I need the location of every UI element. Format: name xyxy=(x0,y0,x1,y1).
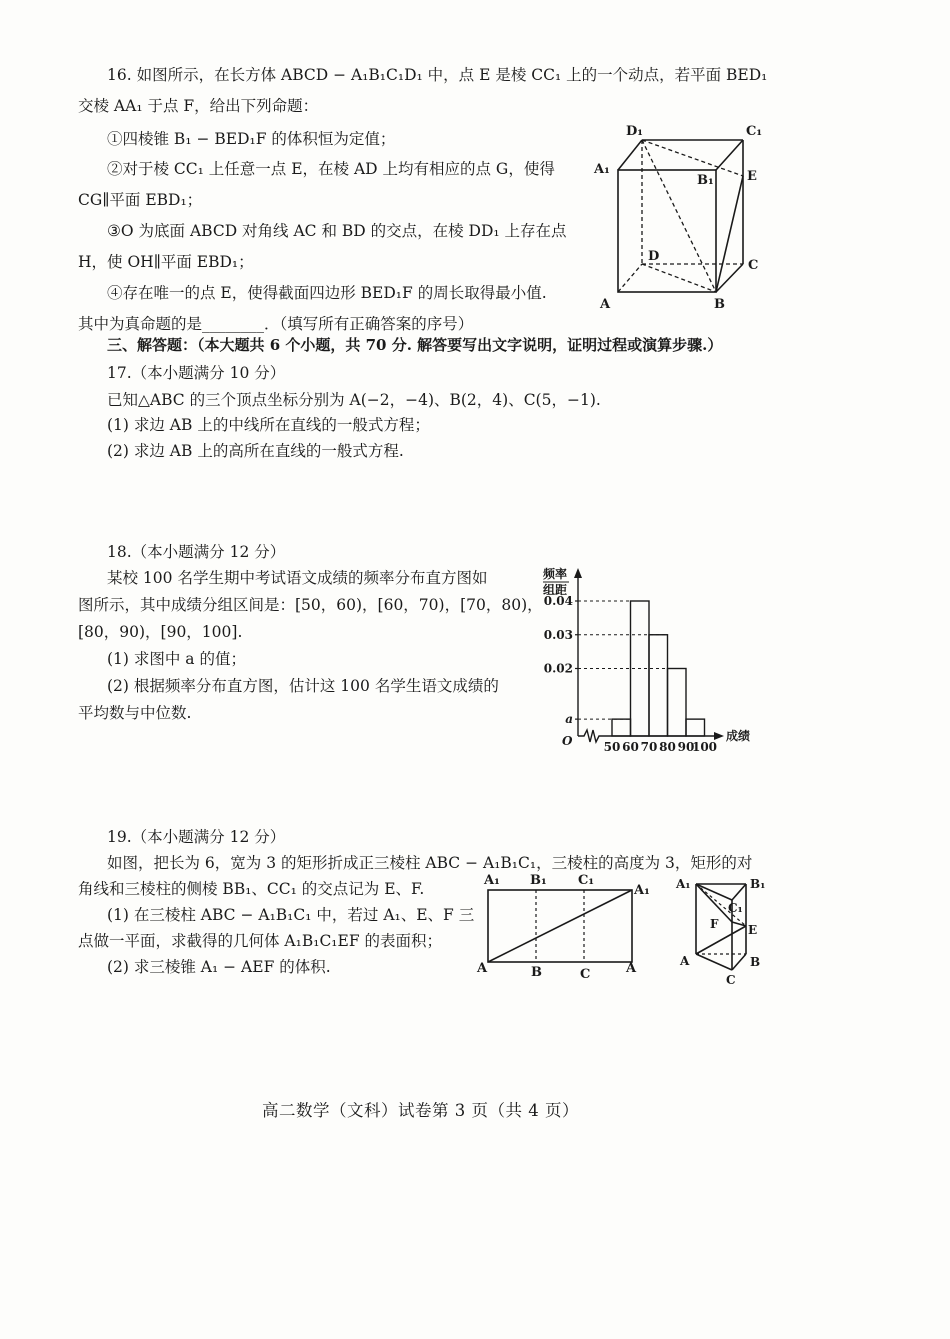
rect-label-A1-left: A₁ xyxy=(484,873,500,888)
q18-stem-3: [80，90)，[90，100]. xyxy=(78,623,243,641)
label-E: E xyxy=(747,169,757,184)
prism-label-A: A xyxy=(680,954,690,968)
q17-part-2: (2) 求边 AB 上的高所在直线的一般式方程. xyxy=(107,442,404,460)
histogram-bar xyxy=(668,669,687,737)
x-axis-arrow xyxy=(714,732,724,740)
q16-line-2: 交棱 AA₁ 于点 F，给出下列命题： xyxy=(78,97,319,115)
histogram-bar xyxy=(612,719,631,736)
q17-header: 17.（本小题满分 10 分） xyxy=(107,364,286,382)
q16-statement-3: ③O 为底面 ABCD 对角线 AC 和 BD 的交点，在棱 DD₁ 上存在点 xyxy=(107,222,567,240)
x-tick-label: 90 xyxy=(677,740,695,754)
y-label-bottom: 组距 xyxy=(543,583,568,597)
q16-line-7: H，使 OH∥平面 EBD₁； xyxy=(78,253,254,271)
origin-label: O xyxy=(562,734,573,748)
rect-label-C: C xyxy=(580,967,591,982)
rect-label-A-left: A xyxy=(477,961,488,976)
rect-label-B1: B₁ xyxy=(530,873,547,888)
section-3-heading: 三、解答题：（本大题共 6 个小题，共 70 分. 解答要写出文字说明，证明过程或演算步骤.） xyxy=(107,336,723,354)
rectangle-figure xyxy=(474,870,659,982)
prism-label-E: E xyxy=(748,923,758,937)
q19-stem-2: 角线和三棱柱的侧棱 BB₁、CC₁ 的交点记为 E、F. xyxy=(78,880,425,898)
cuboid-figure xyxy=(590,118,780,318)
x-axis-label: 成绩 xyxy=(726,729,751,743)
q19-header: 19.（本小题满分 12 分） xyxy=(107,828,286,846)
x-tick-label: 60 xyxy=(622,740,639,754)
q19-part-1: (1) 在三棱柱 ABC − A₁B₁C₁ 中，若过 A₁、E、F 三 xyxy=(107,906,475,924)
q16-line-1: 16. 如图所示，在长方体 ABCD − A₁B₁C₁D₁ 中，点 E 是棱 CC₁ 上的一个动点，若平面 BED₁ xyxy=(107,66,768,84)
q19-stem-1: 如图，把长为 6，宽为 3 的矩形折成正三棱柱 ABC − A₁B₁C₁，三棱柱的高度为 3，矩形的对 xyxy=(107,854,753,872)
q18-stem-1: 某校 100 名学生期中考试语文成绩的频率分布直方图如 xyxy=(107,569,488,587)
prism-label-B: B xyxy=(750,955,761,969)
y-axis-arrow xyxy=(574,568,582,578)
x-tick-label: 80 xyxy=(659,740,676,754)
q18-stem-2: 图所示，其中成绩分组区间是：[50，60)，[60，70)，[70，80)， xyxy=(78,596,543,614)
label-A1: A₁ xyxy=(594,162,610,177)
label-D: D xyxy=(648,249,660,264)
q16-statement-4: ④存在唯一的点 E，使得截面四边形 BED₁F 的周长取得最小值. xyxy=(107,284,547,302)
y-tick-label: 0.04 xyxy=(543,594,573,608)
rect-label-B: B xyxy=(531,965,542,980)
cuboid-edge-BE xyxy=(716,176,743,292)
q17-part-1: (1) 求边 AB 上的中线所在直线的一般式方程； xyxy=(107,416,430,434)
x-tick-label: 50 xyxy=(603,740,621,754)
label-A: A xyxy=(600,297,611,312)
q19-part-2: (2) 求三棱锥 A₁ − AEF 的体积. xyxy=(107,958,331,976)
label-C1: C₁ xyxy=(746,124,763,139)
prism-label-C: C xyxy=(726,973,736,987)
rect-label-C1: C₁ xyxy=(578,873,595,888)
q19-part-1-cont: 点做一平面，求截得的几何体 A₁B₁C₁EF 的表面积； xyxy=(78,932,443,950)
q16-statement-2: ②对于棱 CC₁ 上任意一点 E，在棱 AD 上均有相应的点 G，使得 xyxy=(107,160,555,178)
histogram-bar xyxy=(686,719,705,736)
frequency-histogram xyxy=(538,562,768,757)
rectangle-diagonal xyxy=(488,890,632,962)
prism-figure xyxy=(670,870,775,990)
y-label-top: 频率 xyxy=(543,567,568,581)
cuboid-front-face xyxy=(618,170,716,292)
y-tick-label: 0.02 xyxy=(543,661,573,676)
prism-label-B1: B₁ xyxy=(750,877,766,891)
histogram-bar xyxy=(649,635,668,736)
q18-part-2-cont: 平均数与中位数. xyxy=(78,704,192,722)
label-D1: D₁ xyxy=(626,124,643,139)
y-tick-label: 0.03 xyxy=(543,627,573,642)
label-C: C xyxy=(748,258,759,273)
prism-label-F: F xyxy=(710,917,719,931)
rect-label-A1-right: A₁ xyxy=(634,883,650,898)
x-tick-label: 70 xyxy=(640,740,658,754)
page-footer: 高二数学（文科）试卷第 3 页（共 4 页） xyxy=(262,1101,579,1120)
q16-line-5: CG∥平面 EBD₁； xyxy=(78,191,203,209)
y-tick-label: a xyxy=(565,712,573,727)
rect-label-A-right: A xyxy=(626,961,637,976)
prism-label-A1: A₁ xyxy=(676,877,691,891)
q18-header: 18.（本小题满分 12 分） xyxy=(107,543,286,561)
q16-answer-prompt: 其中为真命题的是________．（填写所有正确答案的序号） xyxy=(78,315,474,333)
prism-label-C1: C₁ xyxy=(728,901,743,915)
q17-stem: 已知△ABC 的三个顶点坐标分别为 A(−2，−4)、B(2，4)、C(5，−1). xyxy=(107,391,601,409)
label-B1: B₁ xyxy=(697,173,714,188)
q18-part-1: (1) 求图中 a 的值； xyxy=(107,650,246,668)
q18-part-2: (2) 根据频率分布直方图，估计这 100 名学生语文成绩的 xyxy=(107,677,499,695)
label-B: B xyxy=(714,297,725,312)
q16-statement-1: ①四棱锥 B₁ − BED₁F 的体积恒为定值； xyxy=(107,130,396,148)
x-tick-label: 100 xyxy=(691,740,718,754)
